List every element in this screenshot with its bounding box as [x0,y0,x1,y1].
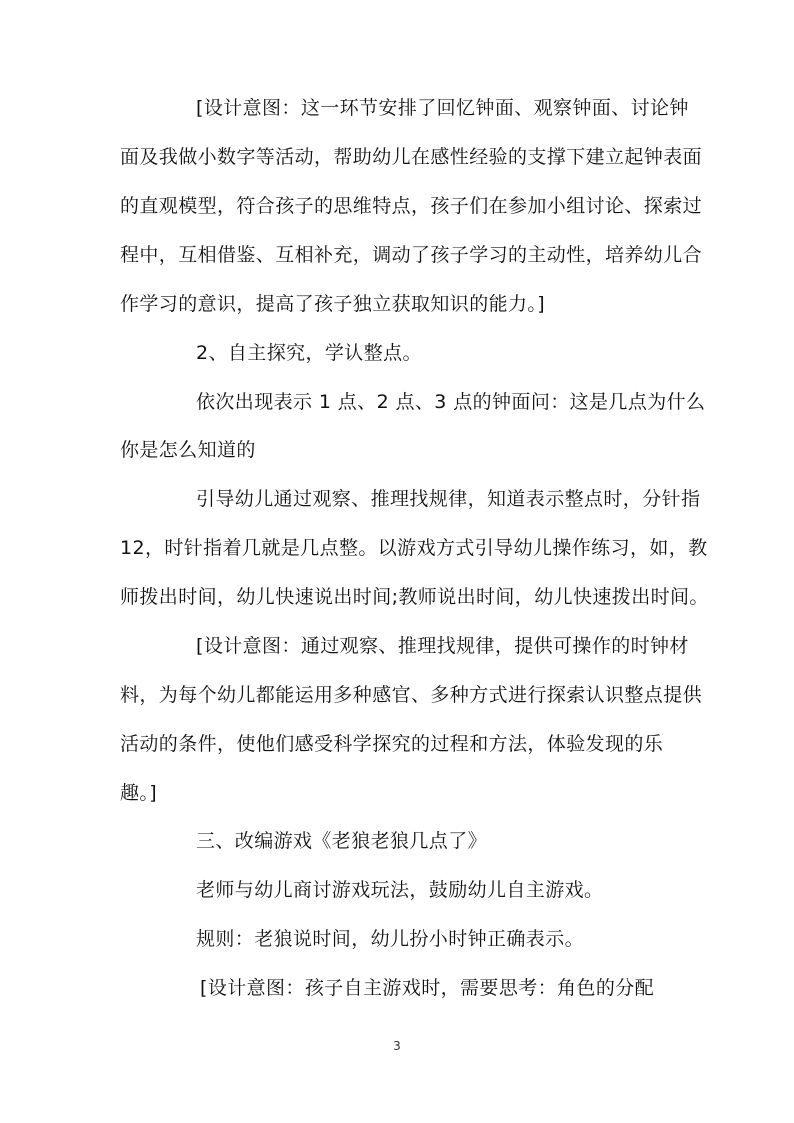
paragraph-line: 的直观模型，符合孩子的思维特点，孩子们在参加小组讨论、探索过 [120,195,703,217]
paragraph-line: 12，时针指着几就是几点整。以游戏方式引导幼儿操作练习，如，教 [120,537,708,559]
paragraph-line: [设计意图：通过观察、推理找规律，提供可操作的时钟材 [196,635,689,657]
paragraph-line: 趣。] [120,782,158,804]
paragraph-line: 程中，互相借鉴、互相补充，调动了孩子学习的主动性，培养幼儿合 [120,244,703,266]
paragraph-line: [设计意图：这一环节安排了回忆钟面、观察钟面、讨论钟 [196,97,689,119]
paragraph-line: 你是怎么知道的 [120,439,256,461]
paragraph-line: 引导幼儿通过观察、推理找规律，知道表示整点时，分针指 [196,488,701,510]
paragraph-line: 规则：老狼说时间，幼儿扮小时钟正确表示。 [196,928,585,950]
paragraph-line: 师拨出时间，幼儿快速说出时间;教师说出时间，幼儿快速拨出时间。 [120,586,709,608]
paragraph-line: 面及我做小数字等活动，帮助幼儿在感性经验的支撑下建立起钟表面 [120,146,703,168]
paragraph-line: [设计意图：孩子自主游戏时，需要思考：角色的分配 [200,977,655,999]
paragraph-line: 料，为每个幼儿都能运用多种感官、多种方式进行探索认识整点提供 [120,684,703,706]
paragraph-line: 依次出现表示 1 点、2 点、3 点的钟面问：这是几点为什么 [196,391,706,413]
paragraph-line: 老师与幼儿商讨游戏玩法，鼓励幼儿自主游戏。 [196,879,604,901]
section-heading: 2、自主探究，学认整点。 [196,342,422,364]
paragraph-line: 作学习的意识，提高了孩子独立获取知识的能力。] [120,293,546,315]
section-heading: 三、改编游戏《老狼老狼几点了》 [196,830,488,852]
paragraph-line: 活动的条件，使他们感受科学探究的过程和方法，体验发现的乐 [120,733,664,755]
page-number: 3 [393,1039,401,1053]
